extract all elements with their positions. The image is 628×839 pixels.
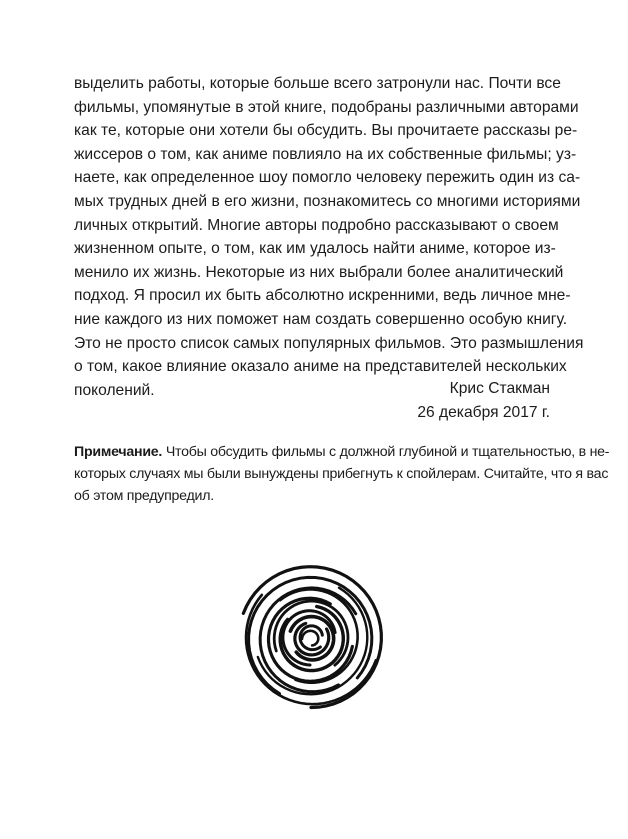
body-line: поколений. <box>74 381 155 399</box>
body-line: подход. Я просил их быть абсолютно искренними, ведь личное мне- <box>74 287 571 305</box>
body-line: жизненном опыте, о том, как им удалось найти аниме, которое из- <box>74 240 556 258</box>
body-line: о том, какое влияние оказало аниме на представителей нескольких <box>74 358 567 376</box>
note-label: Примечание. <box>74 444 163 460</box>
body-line: выделить работы, которые больше всего затронули нас. Почти все <box>74 75 561 92</box>
body-paragraph <box>74 72 584 402</box>
note-block <box>74 441 610 507</box>
body-line: Это не просто список самых популярных фильмов. Это размышления <box>74 334 584 352</box>
body-line: личных открытий. Многие авторы подробно рассказывают о своем <box>74 216 559 234</box>
note-line <box>74 441 610 463</box>
note-text: Чтобы обсудить фильмы с должной глубиной и тщательностью, в не- <box>162 444 610 460</box>
concentric-swirl-icon <box>236 563 386 713</box>
body-line: наете, как определенное шоу помогло человеку пережить один из са- <box>74 169 581 187</box>
body-line: мых трудных дней в его жизни, познакомитесь со многими историями <box>74 192 581 210</box>
note-line: которых случаях мы были вынуждены прибегнуть к спойлерам. Считайте, что я вас <box>74 466 609 482</box>
signature-date: 26 декабря 2017 г. <box>417 403 550 421</box>
author-name: Крис Стакман <box>449 380 550 397</box>
body-line: фильмы, упомянутые в этой книге, подобраны различными авторами <box>74 98 579 116</box>
signature-block <box>74 377 550 424</box>
swirl-ring <box>302 631 318 646</box>
body-line: менило их жизнь. Некоторые из них выбрали более аналитический <box>74 263 564 281</box>
body-line: ние каждого из них поможет нам создать совершенно особую книгу. <box>74 310 568 328</box>
body-line: жиссеров о том, как аниме повлияло на их собственные фильмы; уз- <box>74 145 577 163</box>
body-line: как те, которые они хотели бы обсудить. Вы прочитаете рассказы ре- <box>74 122 578 140</box>
note-line: об этом предупредил. <box>74 488 214 504</box>
